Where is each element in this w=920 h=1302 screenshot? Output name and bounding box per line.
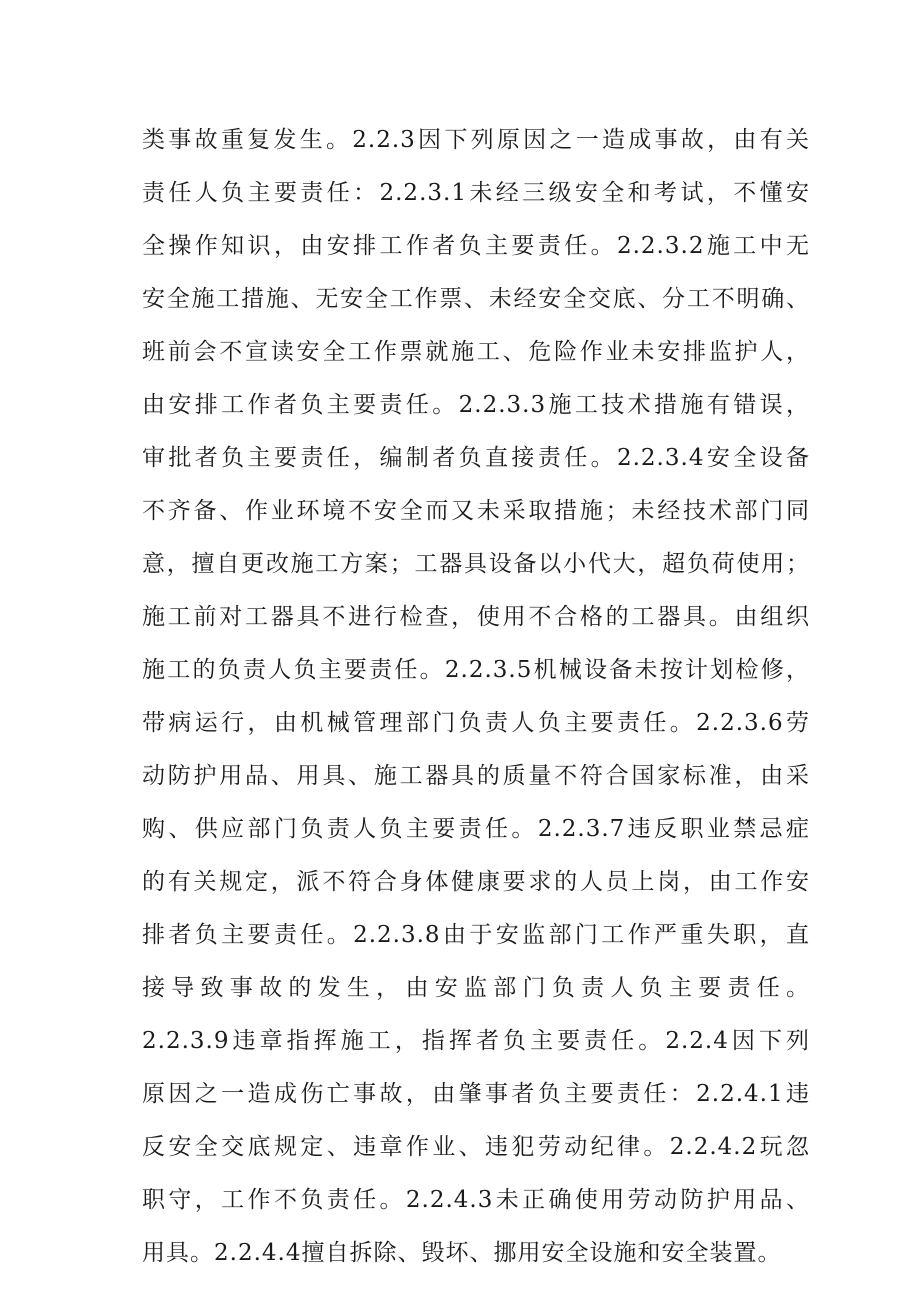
text-line: 反安全交底规定、违章作业、违犯劳动纪律。2.2.4.2玩忽 — [142, 1134, 810, 1160]
text-line: 不齐备、作业环境不安全而又未采取措施；未经技术部门同 — [142, 498, 810, 524]
text-line: 原因之一造成伤亡事故，由肇事者负主要责任：2.2.4.1违 — [142, 1081, 810, 1107]
text-line: 2.2.3.9违章指挥施工，指挥者负主要责任。2.2.4因下列 — [142, 1028, 810, 1054]
text-line: 责任人负主要责任：2.2.3.1未经三级安全和考试，不懂安 — [142, 180, 810, 206]
text-line: 的有关规定，派不符合身体健康要求的人员上岗，由工作安 — [142, 869, 810, 895]
text-line: 动防护用品、用具、施工器具的质量不符合国家标准，由采 — [142, 763, 810, 789]
text-line: 班前会不宣读安全工作票就施工、危险作业未安排监护人， — [142, 339, 810, 365]
text-line: 施工前对工器具不进行检查，使用不合格的工器具。由组织 — [142, 604, 810, 630]
text-line: 接导致事故的发生，由安监部门负责人负主要责任。 — [142, 975, 810, 1001]
text-line: 施工的负责人负主要责任。2.2.3.5机械设备未按计划检修， — [142, 657, 810, 683]
text-line: 审批者负主要责任，编制者负直接责任。2.2.3.4安全设备 — [142, 445, 810, 471]
text-line: 全操作知识，由安排工作者负主要责任。2.2.3.2施工中无 — [142, 233, 810, 259]
text-line: 类事故重复发生。2.2.3因下列原因之一造成事故，由有关 — [142, 127, 810, 153]
text-line: 由安排工作者负主要责任。2.2.3.3施工技术措施有错误， — [142, 392, 810, 418]
text-line: 排者负主要责任。2.2.3.8由于安监部门工作严重失职，直 — [142, 922, 810, 948]
text-line: 购、供应部门负责人负主要责任。2.2.3.7违反职业禁忌症 — [142, 816, 810, 842]
text-line: 意，擅自更改施工方案；工器具设备以小代大，超负荷使用； — [142, 551, 810, 577]
body-text — [142, 114, 810, 1280]
text-line: 带病运行，由机械管理部门负责人负主要责任。2.2.3.6劳 — [142, 710, 810, 736]
text-line: 职守，工作不负责任。2.2.4.3未正确使用劳动防护用品、 — [142, 1187, 810, 1213]
text-line: 用具。2.2.4.4擅自拆除、毁坏、挪用安全设施和安全装置。 — [142, 1240, 782, 1266]
text-line: 安全施工措施、无安全工作票、未经安全交底、分工不明确、 — [142, 286, 810, 312]
